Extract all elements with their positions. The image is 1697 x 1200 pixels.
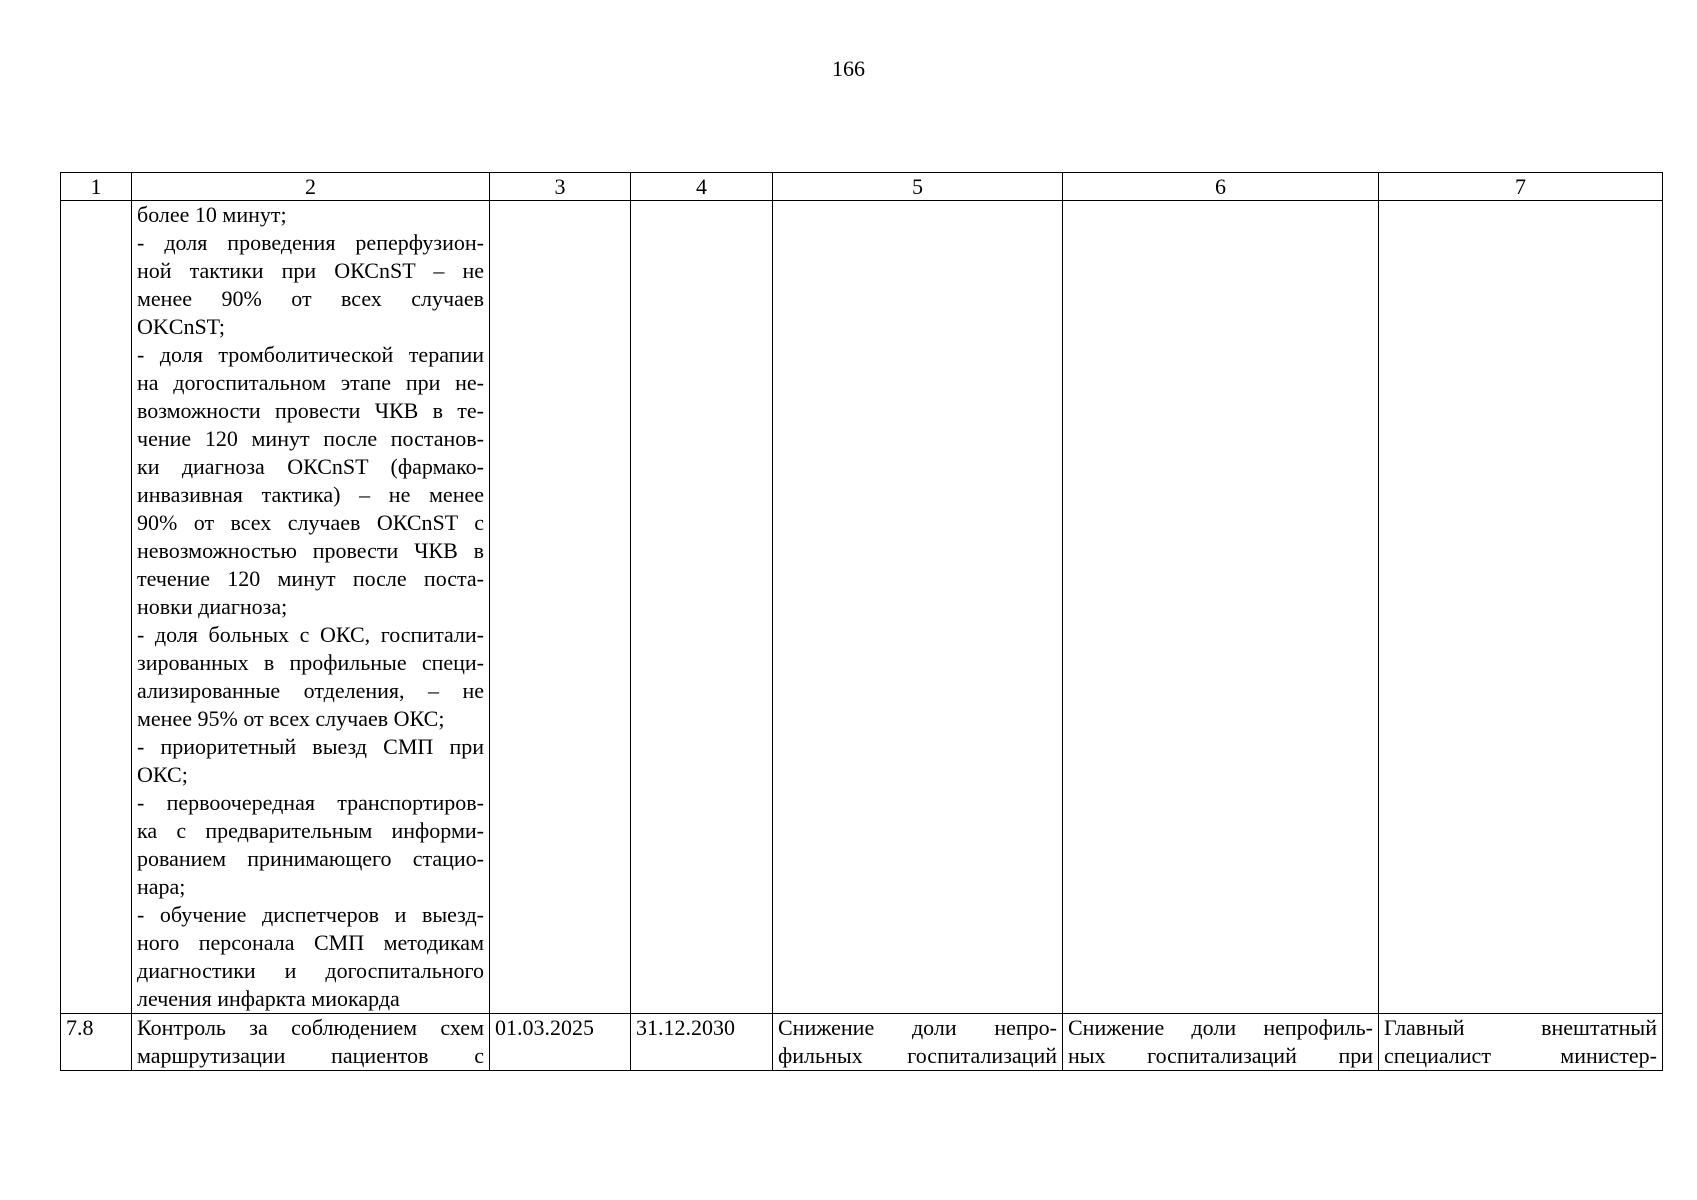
header-col-1: 1 [61,173,132,201]
text-line: чение 120 минут после постанов- [137,426,484,451]
continuation-number-cell [61,201,132,1014]
text-line: инвазивная тактика) – не менее [137,482,484,507]
text-line: Главный внештатный [1384,1015,1657,1040]
text-line: менее 90% от всех случаев [137,286,484,311]
text-line: зированных в профильные специ- [137,650,484,675]
page-number: 166 [832,56,865,81]
text-line: на догоспитальном этапе при не- [137,370,484,395]
text-line: возможности провести ЧКВ в те- [137,398,484,423]
header-col-4: 4 [631,173,773,201]
header-col-7: 7 [1379,173,1663,201]
header-row [61,173,1663,201]
text-line: ной тактики при ОКСnST – не [137,258,484,283]
text-line: Снижение доли непро- [778,1015,1057,1040]
text-line: - доля проведения реперфузион- [137,230,484,255]
text-line: Снижение доли непрофиль- [1068,1015,1373,1040]
text-line: лечения инфаркта миокарда [137,986,400,1011]
text-line: Контроль за соблюдением схем [137,1015,484,1040]
text-line: маршрутизации пациентов с [137,1043,484,1068]
text-line: ка с предварительным информи- [137,818,484,843]
text-line: более 10 минут; [137,202,287,227]
end-date-cell: 31.12.2030 [631,1014,773,1071]
text-line: - приоритетный выезд СМП при [137,734,484,759]
text-line: нара; [137,874,186,899]
table-row-7-8 [61,1014,1663,1071]
text-line: рованием принимающего стацио- [137,846,484,871]
header-col-6: 6 [1063,173,1379,201]
text-line: диагностики и догоспитального [137,958,484,983]
continuation-empty-cell-4 [631,201,773,1014]
continuation-empty-cell-7 [1379,201,1663,1014]
text-line: новки диагноза; [137,594,288,619]
text-line: OKCnST; [137,314,226,339]
text-line: менее 95% от всех случаев ОКС; [137,706,445,731]
text-line: - обучение диспетчеров и выезд- [137,902,484,927]
text-line: невозможностью провести ЧКВ в [137,538,484,563]
header-col-2: 2 [132,173,490,201]
header-col-3: 3 [490,173,631,201]
activity-cell [132,1014,490,1071]
text-line: ки диагноза ОКСnST (фармако- [137,454,484,479]
text-line: - доля больных с ОКС, госпитали- [137,622,484,647]
continuation-empty-cell-3 [490,201,631,1014]
text-line: ализированные отделения, – не [137,678,484,703]
text-line: фильных госпитализаций [778,1043,1057,1068]
table-row-continuation [61,201,1663,1014]
result-cell [773,1014,1063,1071]
plan-table [60,172,1663,1071]
text-line: течение 120 минут после поста- [137,566,484,591]
text-line: ОКС; [137,762,188,787]
row-number-cell: 7.8 [61,1014,132,1071]
text-line: 90% от всех случаев ОКСnST с [137,510,484,535]
text-line: специалист министер- [1384,1043,1657,1068]
continuation-empty-cell-6 [1063,201,1379,1014]
continuation-indicators-cell [132,201,490,1014]
text-line: ных госпитализаций при [1068,1043,1373,1068]
continuation-empty-cell-5 [773,201,1063,1014]
text-line: - первоочередная транспортиров- [137,790,484,815]
text-line: - доля тромболитической терапии [137,342,484,367]
start-date-cell: 01.03.2025 [490,1014,631,1071]
header-col-5: 5 [773,173,1063,201]
responsible-cell [1379,1014,1663,1071]
effect-cell [1063,1014,1379,1071]
text-line: ного персонала СМП методикам [137,930,484,955]
